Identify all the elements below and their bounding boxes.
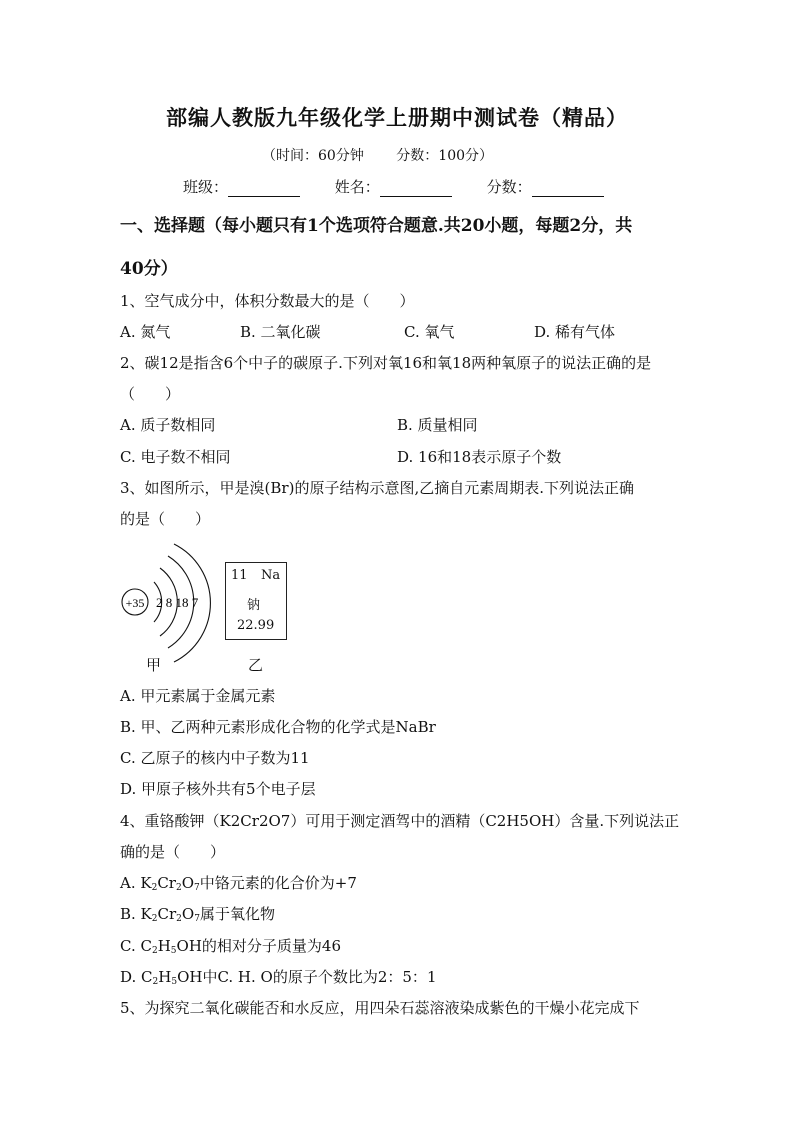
q2-option-d: D. 16和18表示原子个数: [397, 448, 562, 466]
element-name: 钠: [247, 598, 261, 613]
class-blank[interactable]: [228, 182, 300, 197]
score-blank[interactable]: [532, 182, 604, 197]
electron-counts: 2 8 18 7: [156, 595, 199, 610]
score-field[interactable]: [487, 176, 604, 197]
q1-option-b: B. 二氧化碳: [240, 323, 321, 341]
section-heading-line1: 一、选择题（每小题只有1个选项符合题意.共20小题，每题2分，共: [120, 216, 633, 236]
q4-stem-line2: 确的是（ ）: [120, 843, 226, 861]
q1-option-d: D. 稀有气体: [534, 323, 616, 341]
q4-stem-line1: 4、重铬酸钾（K2Cr2O7）可用于测定酒驾中的酒精（C2H5OH）含量.下列说法正: [120, 812, 680, 830]
q3-option-a: A. 甲元素属于金属元素: [120, 687, 276, 705]
page-title: 部编人教版九年级化学上册期中测试卷（精品）: [166, 105, 628, 130]
q5-stem-line1: 5、为探究二氧化碳能否和水反应，用四朵石蕊溶液染成紫色的干燥小花完成下: [120, 999, 640, 1017]
score-label: 分数：: [486, 178, 532, 196]
q1-option-c: C. 氧气: [404, 323, 455, 341]
exam-time: （时间：60分钟: [262, 148, 364, 164]
exam-info: [262, 145, 521, 165]
class-label: 班级：: [183, 178, 229, 196]
periodic-table-cell: [225, 562, 287, 640]
q3-option-b: B. 甲、乙两种元素形成化合物的化学式是NaBr: [120, 718, 436, 736]
element-symbol: Na: [261, 568, 281, 583]
q4-option-b: B. $K_2Cr_2O_7$属于氧化物: [120, 905, 275, 924]
name-blank[interactable]: [380, 182, 452, 197]
q1-stem: 1、空气成分中，体积分数最大的是（ ）: [120, 292, 415, 310]
student-fields: [183, 176, 634, 197]
class-field[interactable]: [183, 176, 300, 197]
nucleus-charge: +35: [125, 596, 145, 610]
q3-stem-line1: 3、如图所示，甲是溴(Br)的原子结构示意图,乙摘自元素周期表.下列说法正确: [120, 479, 634, 497]
q2-option-a: A. 质子数相同: [120, 416, 216, 434]
section-heading-line2: 40分）: [120, 259, 178, 279]
element-mass: 22.99: [237, 618, 275, 633]
q4-option-d: D. $C_2H_5OH$中C. H. O的原子个数比为2：5：1: [120, 968, 437, 987]
q3-stem-line2: 的是（ ）: [120, 510, 211, 528]
q2-option-c: C. 电子数不相同: [120, 448, 231, 466]
q2-option-b: B. 质量相同: [397, 416, 478, 434]
q2-stem-line2: （ ）: [120, 385, 181, 403]
q3-option-d: D. 甲原子核外共有5个电子层: [120, 780, 316, 798]
name-field[interactable]: [335, 176, 452, 197]
q4-option-a: A. $K_2Cr_2O_7$中铬元素的化合价为+7: [120, 874, 357, 893]
exam-total-score: 分数：100分）: [396, 148, 494, 164]
q1-option-a: A. 氮气: [120, 323, 171, 341]
label-yi: 乙: [248, 656, 264, 674]
q3-option-c: C. 乙原子的核内中子数为11: [120, 749, 310, 767]
name-label: 姓名：: [334, 178, 380, 196]
q4-option-c: C. $C_2H_5OH$的相对分子质量为46: [120, 937, 341, 956]
label-jia: 甲: [146, 656, 162, 674]
q2-stem-line1: 2、碳12是指含6个中子的碳原子.下列对氧16和氧18两种氧原子的说法正确的是: [120, 354, 652, 372]
element-number: 11: [231, 568, 248, 583]
